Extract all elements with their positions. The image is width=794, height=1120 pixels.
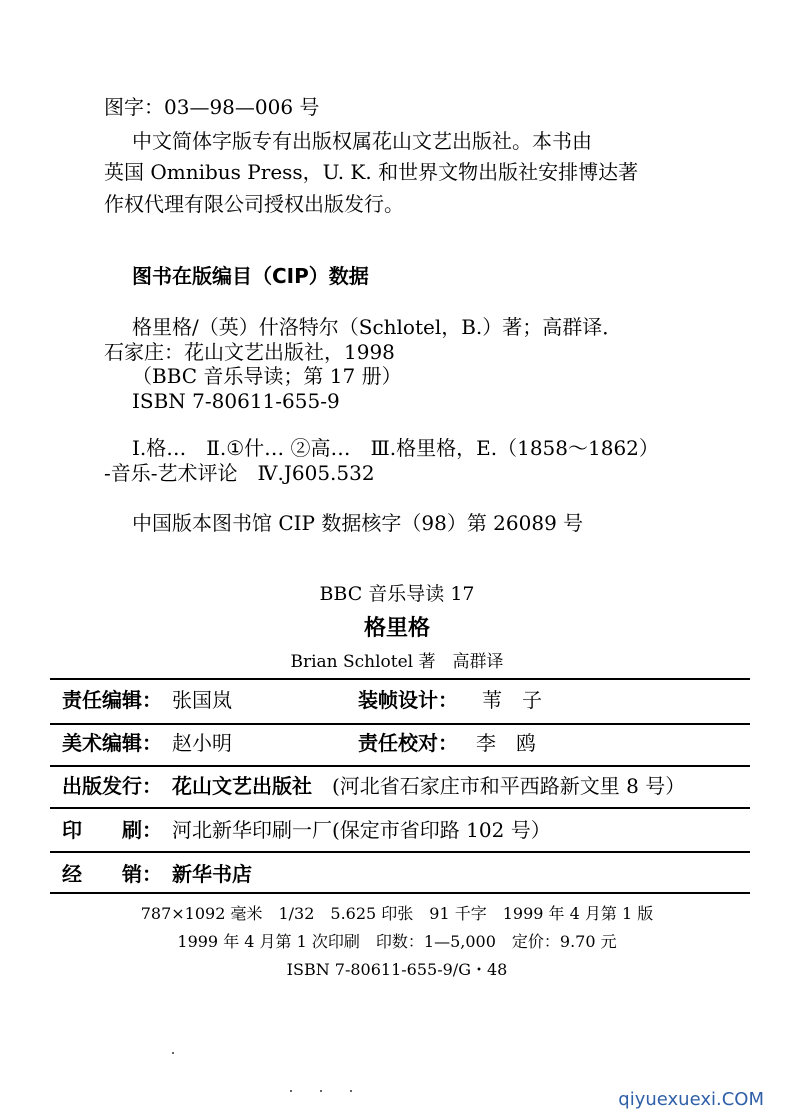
divider-1 bbox=[50, 678, 750, 680]
printer-label: 印 刷： bbox=[62, 818, 162, 842]
cip-class-line-2: -音乐-艺术评论 Ⅳ.J605.532 bbox=[104, 461, 375, 485]
design-value: 苇 子 bbox=[482, 688, 542, 712]
proof-value: 李 鸥 bbox=[476, 731, 536, 755]
copyright-line-3: 作权代理有限公司授权出版发行。 bbox=[104, 192, 404, 216]
divider-3 bbox=[50, 765, 750, 767]
editor-label: 责任编辑： bbox=[62, 688, 162, 712]
cip-entry-line-2: 石家庄：花山文艺出版社，1998 bbox=[104, 340, 395, 364]
cip-title: 图书在版编目（CIP）数据 bbox=[132, 264, 369, 288]
proof-label: 责任校对： bbox=[358, 731, 458, 755]
book-title: 格里格 bbox=[363, 616, 430, 641]
scan-speck bbox=[350, 1090, 352, 1092]
copyright-line-1: 中文简体字版专有出版权属花山文艺出版社。本书由 bbox=[132, 129, 592, 153]
scan-speck bbox=[172, 1052, 174, 1054]
scan-speck bbox=[290, 1090, 292, 1092]
divider-5 bbox=[50, 851, 750, 853]
spec-isbn: ISBN 7-80611-655-9/G・48 bbox=[286, 960, 508, 979]
book-authors: Brian Schlotel 著 高群译 bbox=[290, 652, 504, 672]
divider-6 bbox=[50, 892, 750, 894]
editor-value: 张国岚 bbox=[172, 688, 232, 712]
cip-class-line-1: Ⅰ.格… Ⅱ.①什… ②高… Ⅲ.格里格，E.（1858～1862） bbox=[132, 436, 659, 460]
series-title: BBC 音乐导读 17 bbox=[319, 583, 475, 605]
scan-speck bbox=[320, 1090, 322, 1092]
printer-value: 河北新华印刷一厂(保定市省印路 102 号） bbox=[172, 818, 551, 842]
publisher-label: 出版发行： bbox=[62, 774, 162, 798]
spec-line-1: 787×1092 毫米 1/32 5.625 印张 91 千字 1999 年 4 月第 1 版 bbox=[140, 904, 654, 923]
design-label: 装帧设计： bbox=[358, 688, 458, 712]
spec-line-2: 1999 年 4 月第 1 次印刷 印数：1—5,000 定价：9.70 元 bbox=[177, 932, 617, 951]
cip-record: 中国版本图书馆 CIP 数据核字（98）第 26089 号 bbox=[132, 511, 584, 535]
publisher-value: 花山文艺出版社 bbox=[172, 774, 312, 798]
divider-4 bbox=[50, 807, 750, 809]
divider-2 bbox=[50, 723, 750, 725]
cip-entry-line-3: （BBC 音乐导读；第 17 册） bbox=[132, 364, 402, 388]
art-editor-value: 赵小明 bbox=[172, 731, 232, 755]
distributor-value: 新华书店 bbox=[172, 862, 252, 886]
publisher-address: (河北省石家庄市和平西路新文里 8 号） bbox=[332, 774, 686, 798]
copyright-line-2: 英国 Omnibus Press，U. K. 和世界文物出版社安排博达著 bbox=[104, 160, 639, 184]
permit-number: 图字：03—98—006 号 bbox=[104, 95, 320, 119]
distributor-label: 经 销： bbox=[62, 862, 162, 886]
cip-entry-line-1: 格里格/（英）什洛特尔（Schlotel，B.）著；高群译． bbox=[132, 315, 623, 339]
site-watermark: qiyuexuexi.COM bbox=[618, 1089, 764, 1110]
cip-entry-line-4: ISBN 7-80611-655-9 bbox=[132, 389, 340, 413]
art-editor-label: 美术编辑： bbox=[62, 731, 162, 755]
